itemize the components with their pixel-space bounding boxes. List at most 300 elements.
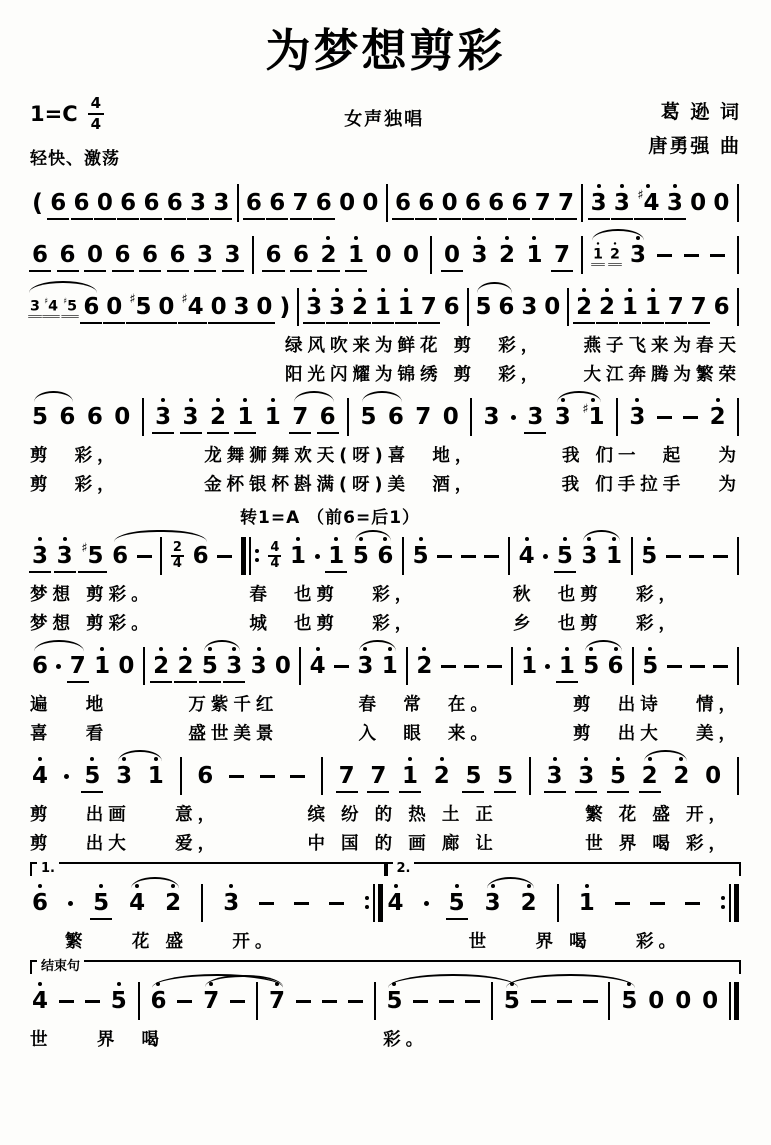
note-glyph (375, 242, 391, 268)
paren-glyph: ( (32, 189, 43, 217)
note-token (675, 977, 691, 1022)
beam-underline (508, 218, 530, 220)
sharp-icon: ♯ (44, 296, 49, 306)
notation-line (30, 393, 741, 438)
barline (511, 644, 513, 687)
dot (64, 774, 69, 779)
underline-slot (84, 430, 106, 438)
note-number: 6 (713, 294, 730, 320)
underline-slot (670, 789, 692, 797)
repeat-dot (721, 896, 725, 900)
octave-dot (135, 884, 139, 888)
dash-line (461, 555, 476, 558)
octave-dot-slot (334, 532, 338, 543)
note-number: 2 (520, 890, 537, 916)
underline-slot (462, 789, 484, 797)
barline-stroke (241, 537, 246, 575)
meta-row (30, 95, 741, 169)
barline-stroke (511, 647, 513, 685)
note-number: 6 (269, 190, 286, 216)
augmentation-dot (511, 404, 516, 430)
music-system (30, 642, 741, 745)
note-token (197, 231, 213, 276)
beam-underline (199, 681, 221, 683)
octave-dot (620, 184, 624, 188)
sharp-icon: ♯ (582, 402, 589, 417)
note-number: 0 (114, 404, 131, 430)
token-row (30, 231, 741, 276)
beam-underline (266, 218, 288, 220)
underline-slot (289, 430, 311, 438)
underline-slot (385, 916, 407, 924)
lyrics-line (30, 475, 741, 496)
underline-slot (262, 268, 284, 276)
barline (237, 181, 239, 224)
octave-dot-slot (419, 532, 423, 543)
note-number: 3 (471, 242, 488, 268)
note-glyph (112, 543, 128, 569)
underline-slot (516, 569, 538, 577)
note-token (641, 532, 657, 577)
dash-line (437, 555, 452, 558)
note-number: 4 (643, 190, 660, 216)
augmentation-dot (424, 890, 429, 916)
lyrics-segment: 燕子飞来为春天 (583, 336, 741, 356)
underline-slot (126, 320, 154, 328)
dash-hold (689, 543, 704, 569)
lyrics-segment: 剪 彩， (30, 475, 120, 495)
volta-label: 2. (393, 862, 415, 876)
underline-slot (603, 569, 625, 577)
dot (424, 901, 429, 906)
note-number: 4 (309, 653, 326, 679)
note-glyph (328, 543, 344, 569)
barline (143, 644, 145, 687)
octave-dot (587, 537, 591, 541)
barline-stroke (737, 236, 739, 274)
underline-slot (523, 268, 545, 276)
octave-dot (408, 757, 412, 761)
note-token (197, 752, 213, 797)
dash-line (229, 775, 244, 778)
note-glyph (667, 190, 683, 216)
note-glyph (591, 190, 607, 216)
underline-slot (481, 430, 503, 438)
note-token (599, 283, 615, 328)
octave-dot-slot (635, 393, 639, 404)
octave-dot (589, 647, 593, 651)
beam-underline (596, 322, 618, 324)
music-system (30, 960, 741, 1051)
lyrics-segment: 中 国 的 画 廊 让 (307, 834, 498, 854)
beam-underline (494, 791, 516, 793)
beam-underline (290, 218, 312, 220)
note-token (348, 231, 364, 276)
beam-underline (336, 791, 358, 793)
octave-dot (335, 288, 339, 292)
barline-stroke (252, 236, 254, 274)
underline-slot (611, 216, 633, 224)
octave-dot-slot (392, 977, 396, 988)
note-glyph (576, 294, 592, 320)
note-number: 1 (147, 763, 164, 789)
note-token (668, 283, 684, 328)
note-token (402, 752, 418, 797)
underline-slot (164, 216, 186, 224)
underline-slot (266, 1014, 288, 1022)
barline (297, 285, 299, 328)
note-number: 7 (690, 294, 707, 320)
slur-arc (388, 974, 517, 988)
note-token (444, 231, 460, 276)
octave-dot (271, 398, 275, 402)
octave-dot (359, 537, 363, 541)
note-number: 1 (558, 653, 575, 679)
volta-bracket (386, 862, 742, 876)
dash-hold (439, 988, 454, 1014)
note-token (210, 393, 226, 438)
note-glyph (673, 763, 689, 789)
octave-dot-slot (404, 283, 408, 294)
lyrics-segment: 阳光闪耀为锦绣 剪 彩， (285, 365, 544, 385)
score (30, 179, 741, 1051)
dash-hold (437, 543, 452, 569)
beam-underline (140, 218, 162, 220)
octave-dot (635, 398, 639, 402)
note-number: 5 (475, 294, 492, 320)
music-system (30, 231, 741, 276)
note-token (484, 393, 500, 438)
dash-hold (465, 988, 480, 1014)
underline-slot (462, 216, 484, 224)
barline (737, 285, 739, 328)
dash-hold (464, 653, 479, 679)
underline-slot (262, 430, 284, 438)
note-glyph (213, 190, 229, 216)
note-number: 5 (448, 890, 465, 916)
underline-slot (556, 679, 578, 687)
beam-underline (29, 571, 51, 573)
octave-dot-slot (135, 879, 139, 890)
octave-dot (646, 184, 650, 188)
note-glyph (675, 988, 691, 1014)
octave-dot-slot (359, 532, 363, 543)
note-token (63, 291, 77, 319)
dash-line (713, 555, 728, 558)
octave-dot (363, 647, 367, 651)
note-glyph (398, 294, 414, 320)
barline-stroke (581, 236, 583, 274)
dash-hold (557, 988, 572, 1014)
note-glyph (413, 543, 429, 569)
underline-slot (90, 916, 112, 924)
underline-slot (29, 789, 51, 797)
notation-line (30, 862, 741, 924)
barline (557, 881, 559, 924)
dash-line (348, 1000, 363, 1003)
note-number: 2 (433, 763, 450, 789)
notation-line (30, 179, 741, 224)
dash-hold (177, 988, 192, 1014)
note-token (442, 179, 458, 224)
note-glyph (352, 294, 368, 320)
underline-slot (642, 320, 664, 328)
note-glyph (155, 404, 171, 430)
barline (402, 534, 404, 577)
measure-segment (30, 862, 386, 924)
token-row (30, 179, 741, 224)
tempo-mood: 轻快、激荡 (30, 149, 120, 169)
octave-dot (605, 288, 609, 292)
octave-dot (208, 647, 212, 651)
note-glyph (316, 190, 332, 216)
octave-dot-slot (316, 642, 320, 653)
measure-segment (30, 752, 741, 797)
augmentation-dot (315, 543, 320, 569)
lyrics-segment: 城 也剪 彩， (249, 614, 418, 634)
dash-line (657, 416, 672, 419)
time-numerator: 2 (171, 541, 184, 558)
measure-segment (30, 393, 741, 438)
dot (68, 901, 73, 906)
octave-dot (316, 647, 320, 651)
beam-underline (103, 322, 125, 324)
barline-stroke (160, 537, 162, 575)
note-token (583, 642, 599, 687)
octave-dot-slot (90, 752, 94, 763)
beam-underline (84, 270, 106, 272)
barline-stroke (402, 537, 404, 575)
barline (729, 979, 739, 1022)
dash-line (259, 902, 274, 905)
barline-stroke (631, 537, 633, 575)
underline-slot (290, 268, 312, 276)
note-number: 2 (598, 294, 615, 320)
octave-dot-slot (275, 977, 279, 988)
beam-underline (326, 322, 348, 324)
note-number: 1 (644, 294, 661, 320)
dash-hold (413, 988, 428, 1014)
octave-dot-slot (563, 532, 567, 543)
note-token (129, 879, 145, 924)
note-glyph (32, 890, 48, 916)
dash-hold (334, 653, 349, 679)
note-token (150, 977, 166, 1022)
dash-line (710, 254, 725, 257)
beam-underline (164, 218, 186, 220)
note-number: 0 (713, 190, 730, 216)
note-number: 3 (30, 297, 40, 315)
note-number: 3 (213, 190, 230, 216)
octave-dot (392, 982, 396, 986)
octave-dot (510, 982, 514, 986)
song-title: 为梦想剪彩 (265, 24, 506, 77)
note-glyph (421, 294, 437, 320)
beam-underline (80, 322, 102, 324)
underline-slot (194, 789, 216, 797)
dot (543, 554, 548, 559)
note-token (183, 393, 199, 438)
dash-hold (583, 988, 598, 1014)
octave-dot-slot (584, 752, 588, 763)
barline (567, 285, 569, 328)
note-token (352, 283, 368, 328)
note-number: 6 (192, 543, 209, 569)
underline-slot (230, 320, 252, 328)
note-glyph (290, 543, 306, 569)
underline-slot (576, 916, 598, 924)
underline-slot (29, 679, 51, 687)
octave-dot (183, 647, 187, 651)
underline-slot (113, 789, 135, 797)
octave-dot-slot (326, 231, 330, 242)
note-token (275, 642, 291, 687)
note-number: 1 (397, 294, 414, 320)
barline (737, 754, 739, 797)
note-token (713, 179, 729, 224)
note-number: 3 (223, 890, 240, 916)
octave-dot (404, 288, 408, 292)
note-number: 7 (534, 190, 551, 216)
octave-dot-slot (189, 393, 193, 404)
note-glyph (348, 242, 364, 268)
music-system (30, 752, 741, 855)
beam-underline (150, 681, 172, 683)
music-system (30, 503, 741, 635)
note-token (339, 752, 355, 797)
underline-slot (94, 216, 116, 224)
note-glyph (293, 190, 309, 216)
underline-slot (111, 430, 133, 438)
note-number: 3 (546, 763, 563, 789)
barline-stroke (470, 398, 472, 436)
note-number: 6 (169, 242, 186, 268)
note-token (265, 231, 281, 276)
octave-dot (565, 647, 569, 651)
octave-dot (394, 884, 398, 888)
volta-bracket (30, 960, 741, 974)
augmentation-dot (56, 653, 61, 679)
lyrics-segment: 入 眼 来。 (358, 724, 493, 744)
underline-slot (446, 916, 468, 924)
underline-slot (634, 216, 662, 224)
note-glyph (197, 763, 213, 789)
sharp-icon: ♯ (637, 188, 644, 203)
note-token (645, 283, 661, 328)
note-token (578, 752, 594, 797)
note-glyph (357, 653, 373, 679)
octave-dot-slot (505, 231, 509, 242)
beam-underline (591, 265, 605, 266)
barline-stroke (373, 884, 375, 922)
octave-dot-slot (605, 283, 609, 294)
beam-underline (243, 218, 265, 220)
note-token (328, 532, 344, 577)
time-numerator: 4 (268, 541, 281, 558)
note-number: 3 (527, 404, 544, 430)
barline (299, 644, 301, 687)
octave-dot (326, 236, 330, 240)
note-glyph (265, 404, 281, 430)
note-number: 6 (511, 190, 528, 216)
note-number: 3 (521, 294, 538, 320)
note-number: 6 (418, 190, 435, 216)
note-glyph (339, 190, 355, 216)
underline-slot (367, 789, 389, 797)
note-token (629, 393, 645, 438)
note-token (362, 179, 378, 224)
note-glyph (190, 190, 206, 216)
octave-dot-slot (381, 283, 385, 294)
octave-dot-slot (408, 752, 412, 763)
underline-slot (385, 430, 407, 438)
underline-slot (440, 430, 462, 438)
note-glyph (416, 653, 432, 679)
underline-slot (619, 320, 641, 328)
note-glyph (233, 294, 249, 320)
note-token (521, 879, 537, 924)
note-token (521, 283, 537, 328)
octave-dot (38, 537, 42, 541)
underline-slot (108, 1014, 130, 1022)
underline-slot (287, 569, 309, 577)
beam-underline (485, 218, 507, 220)
note-glyph (292, 404, 308, 430)
repeat-dot (365, 896, 369, 900)
underline-slot (140, 216, 162, 224)
note-number: 4 (32, 988, 49, 1014)
note-token (554, 231, 570, 276)
note-number: 1 (588, 404, 605, 430)
octave-dot-slot (257, 642, 261, 653)
dash-line (667, 665, 682, 668)
underline-slot (501, 1014, 523, 1022)
note-number: 6 (114, 242, 131, 268)
dash-line (296, 1000, 311, 1003)
underline-slot (71, 216, 93, 224)
beam-underline (462, 791, 484, 793)
note-number: 5 (642, 653, 659, 679)
note-number: 0 (118, 653, 135, 679)
lyrics-line (30, 336, 741, 357)
octave-dot-slot (561, 393, 565, 404)
note-token (114, 393, 130, 438)
beam-underline (155, 322, 177, 324)
note-number: 0 (442, 404, 459, 430)
note-glyph (535, 190, 551, 216)
slur-arc (506, 974, 634, 988)
note-number: 3 (629, 404, 646, 430)
beam-underline (544, 791, 566, 793)
underline-slot (174, 679, 196, 687)
underline-slot (508, 216, 530, 224)
barline-stroke (321, 757, 323, 795)
note-glyph (714, 294, 730, 320)
note-number: 1 (328, 543, 345, 569)
barline-stroke (138, 982, 140, 1020)
note-token (388, 879, 404, 924)
beam-underline (524, 432, 546, 434)
note-number: 2 (673, 763, 690, 789)
octave-dot-slot (183, 642, 187, 653)
underline-slot (541, 320, 563, 328)
underline-slot (112, 268, 134, 276)
octave-dot-slot (651, 283, 655, 294)
dash-hold (329, 890, 344, 916)
barline (737, 233, 739, 276)
octave-dot-slot (532, 231, 536, 242)
beam-underline (607, 791, 629, 793)
